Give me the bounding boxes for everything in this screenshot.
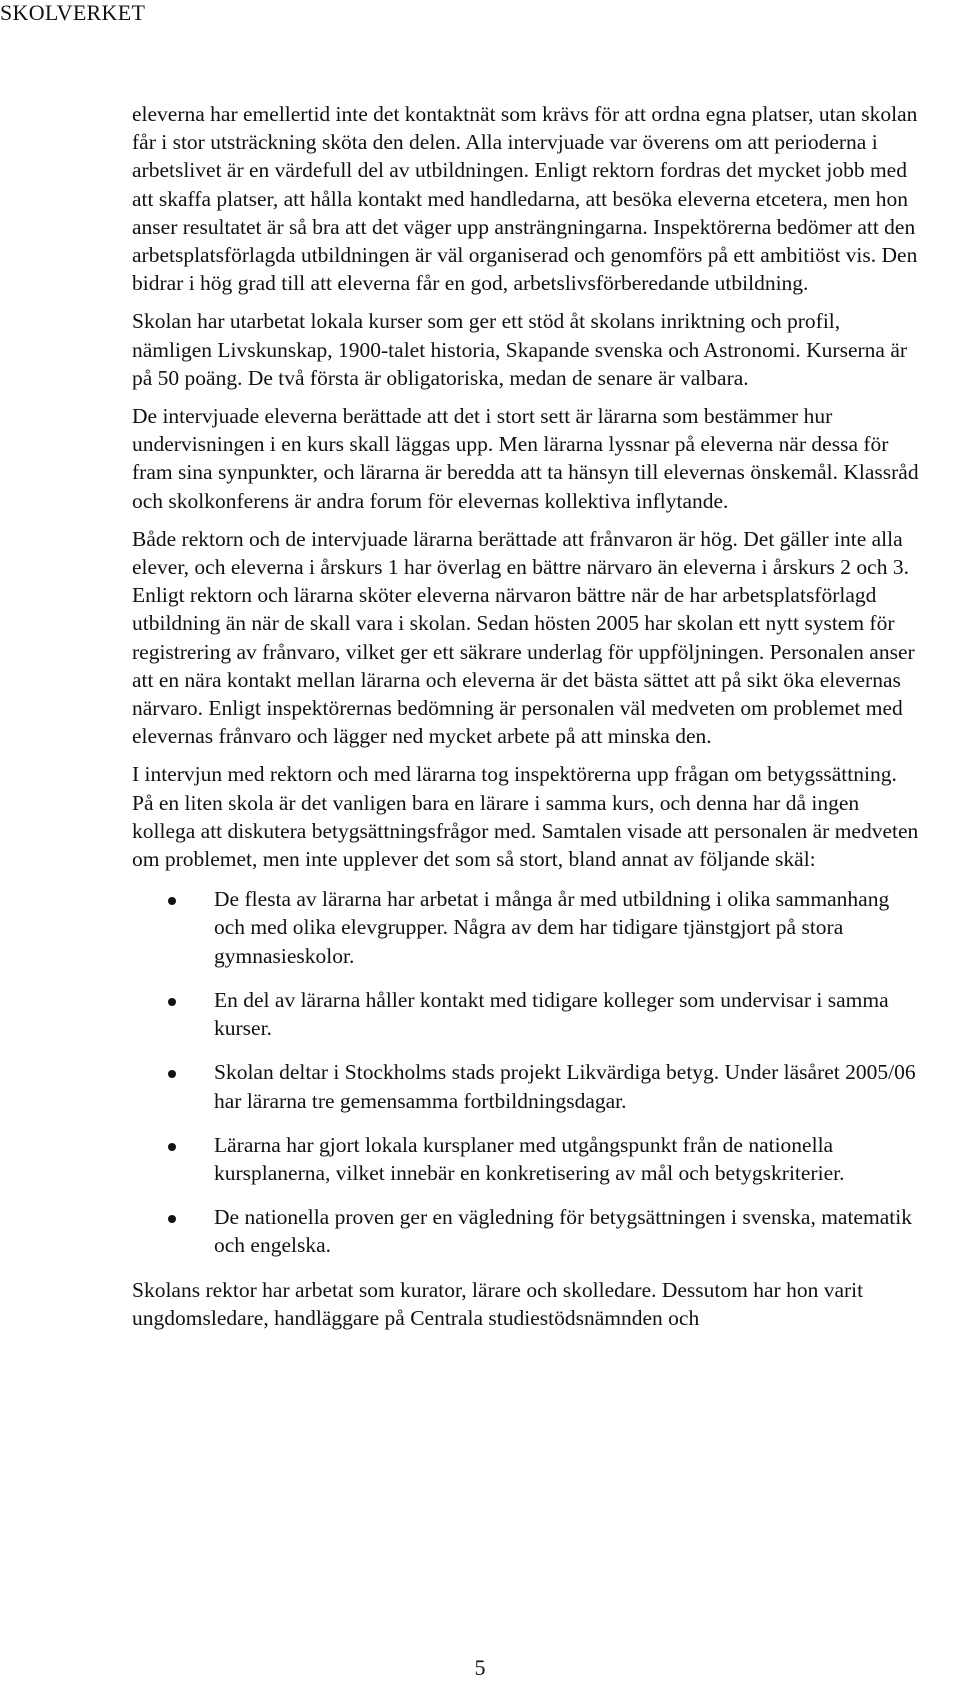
bullet-icon (168, 1143, 176, 1151)
paragraph: Skolans rektor har arbetat som kurator, lärare och skolledare. Dessutom har hon varit ungdomsledare, handläggare på Centrala studiestödsnämnden och (132, 1277, 864, 1330)
list-item (132, 885, 920, 970)
bullet-list (132, 885, 920, 1259)
paragraph: De intervjuade eleverna berättade att det i stort sett är lärarna som bestämmer hur undervisningen i en kurs skall läggas upp. Men lärarna lyssnar på eleverna när dessa för fram sina synpunkter, och lärarna är beredda att ta hänsyn till elevernas önskemål. Klassråd och skolkonferens är andra forum för elevernas kollektiva inflytande. (132, 404, 919, 513)
bullet-icon (168, 998, 176, 1006)
list-item-text: De flesta av lärarna har arbetat i många år med utbildning i olika sammanhang och med olika elevgrupper. Några av dem har tidigare tjänstgjort på stora gymnasieskolor. (214, 887, 890, 968)
bullet-icon (168, 897, 176, 905)
bullet-icon (168, 1215, 176, 1223)
list-item (132, 1203, 920, 1259)
bullet-icon (168, 1070, 176, 1078)
page-number: 5 (474, 1655, 486, 1680)
list-item-text: En del av lärarna håller kontakt med tidigare kolleger som undervisar i samma kurser. (214, 987, 889, 1041)
list-item-text: De nationella proven ger en vägledning för betygsättningen i svenska, matematik och engelska. (214, 1205, 912, 1258)
list-item (132, 986, 920, 1042)
header-label: SKOLVERKET (0, 0, 146, 25)
body-text (132, 100, 920, 1342)
paragraph: I intervjun med rektorn och med lärarna tog inspektörerna upp frågan om betygssättning. På en liten skola är det vanligen bara en lärare i samma kurs, och denna har då ingen kollega att diskutera betygsättningsfrågor med. Samtalen visade att personalen är medveten om problemet, men inte upplever det som så stort, bland annat av följande skäl: (132, 762, 919, 872)
paragraph: eleverna har emellertid inte det kontaktnät som krävs för att ordna egna platser, utan skolan får i stor utsträckning sköta den delen. Alla intervjuade var överens om att perioderna i arbetslivet är en värdefull del av utbildningen. Enligt rektorn fordras det mycket jobb med att skaffa platser, att hålla kontakt med handledarna, att besöka eleverna etcetera, men hon anser resultatet är så bra att det väger upp ansträngningarna. Inspektörerna bedömer att den arbetsplatsförlagda utbildningen är väl organiserad och genomförs på ett ambitiöst vis. Den bidrar i hög grad till att eleverna får en god, arbetslivsförberedande utbildning. (132, 102, 918, 296)
paragraph: Skolan har utarbetat lokala kurser som ger ett stöd åt skolans inriktning och profil, nämligen Livskunskap, 1900-talet historia, Skapande svenska och Astronomi. Kurserna är på 50 poäng. De två första är obligatoriska, medan de senare är valbara. (132, 309, 908, 390)
paragraph: Både rektorn och de intervjuade lärarna berättade att frånvaron är hög. Det gäller inte alla elever, och eleverna i årskurs 1 har överlag en bättre närvaro än eleverna i årskurs 2 och 3. Enligt rektorn och lärarna sköter eleverna närvaron bättre när de har arbetsplatsförlagd utbildning än när de skall vara i skolan. Sedan hösten 2005 har skolan ett nytt system för registrering av frånvaro, vilket ger ett säkrare underlag för uppföljningen. Personalen anser att en nära kontakt mellan lärarna och eleverna är det bästa sättet att på sikt öka elevernas närvaro. Enligt inspektörernas bedömning är personalen väl medveten om problemet med elevernas frånvaro och lägger ned mycket arbete på att minska den. (132, 526, 915, 749)
list-item-text: Skolan deltar i Stockholms stads projekt Likvärdiga betyg. Under läsåret 2005/06 har lärarna tre gemensamma fortbildningsdagar. (214, 1060, 916, 1113)
list-item-text: Lärarna har gjort lokala kursplaner med utgångspunkt från de nationella kursplanerna, vilket innebär en konkretisering av mål och betygskriterier. (214, 1132, 845, 1185)
list-item (132, 1058, 920, 1114)
list-item (132, 1131, 920, 1187)
